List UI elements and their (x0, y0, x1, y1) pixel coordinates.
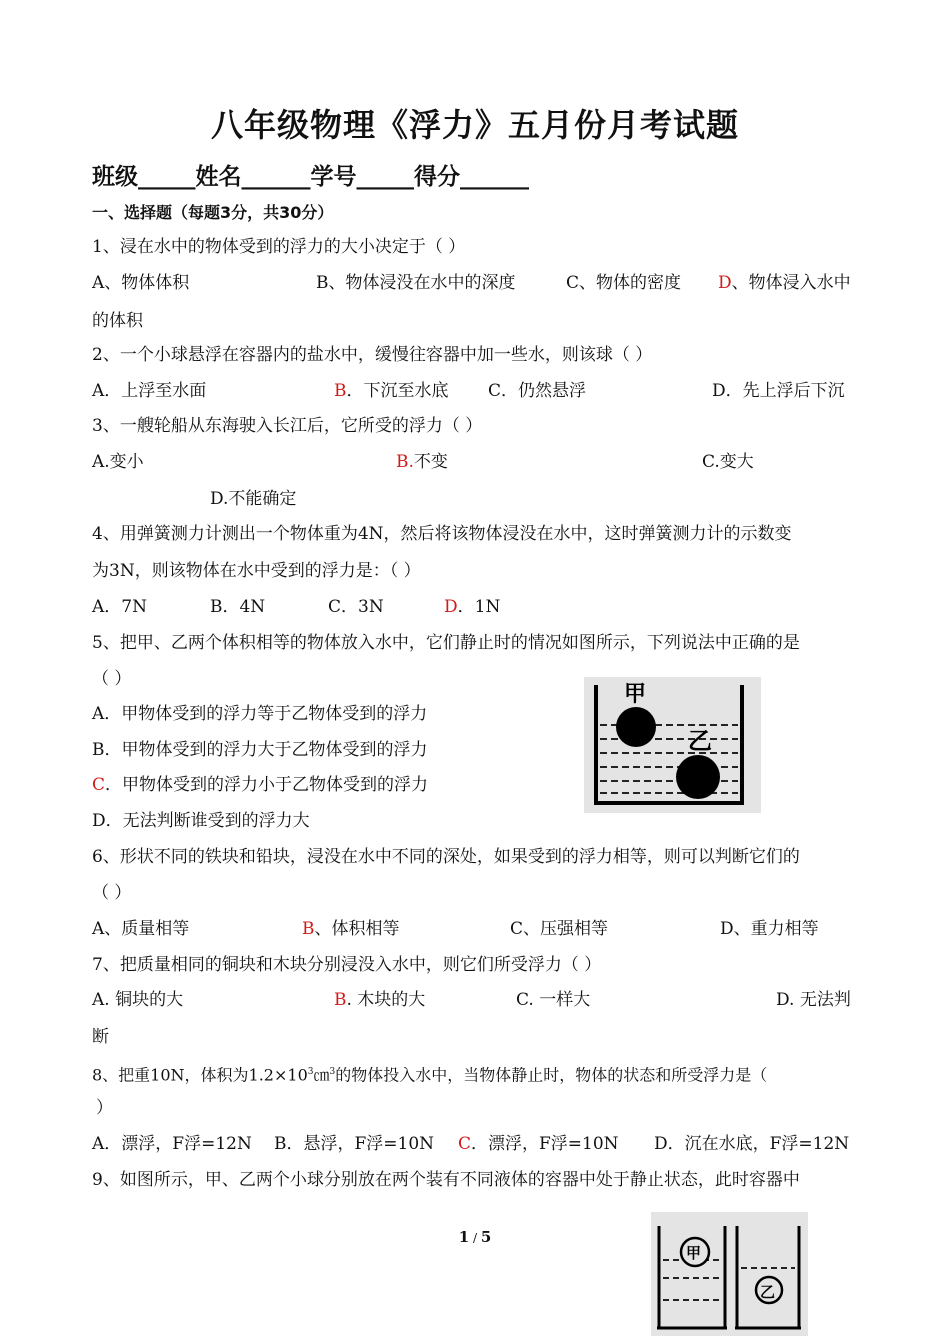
q8-stem-line1: 8、把重10N，体积为$1.2\times 10^3㎝^3$的物体投入水中，当物体静止时，物体的状态和所受浮力是（ (92, 1065, 768, 1085)
q1-option-a: A、物体体积 (92, 273, 190, 293)
q1-option-d-continued: 的体积 (92, 311, 143, 331)
q5-label-jia: 甲 (624, 682, 647, 707)
answer-mark: B (302, 919, 315, 939)
q4-stem-line2: 为3N，则该物体在水中受到的浮力是：（ ） (92, 561, 421, 581)
q1-option-c: C、物体的密度 (566, 273, 682, 293)
q2-option-c: C．仍然悬浮 (488, 381, 587, 401)
q2-option-a: A．上浮至水面 (92, 381, 207, 401)
q5-option-a: A．甲物体受到的浮力等于乙物体受到的浮力 (92, 704, 428, 724)
q8-option-c: C．漂浮，F浮=10N (458, 1134, 619, 1154)
q5-option-d: D．无法判断谁受到的浮力大 (92, 811, 310, 831)
q1-stem: 1、浸在水中的物体受到的浮力的大小决定于（ ） (92, 237, 466, 257)
answer-mark: C (458, 1134, 472, 1154)
q9-label-jia: 甲 (686, 1244, 702, 1262)
q2-option-d: D．先上浮后下沉 (712, 381, 845, 401)
q5-figure (584, 677, 761, 813)
q8-option-b: B．悬浮，F浮=10N (274, 1134, 435, 1154)
q4-option-a: A．7N (92, 597, 147, 617)
q4-option-c: C．3N (328, 597, 384, 617)
student-info-line: 班级_____姓名______学号_____得分______ (92, 164, 529, 190)
q5-stem-line1: 5、把甲、乙两个体积相等的物体放入水中，它们静止时的情况如图所示，下列说法中正确的是 (92, 633, 800, 653)
answer-mark: B (334, 990, 347, 1010)
answer-mark: B (334, 381, 347, 401)
q9-label-yi: 乙 (760, 1283, 776, 1301)
answer-mark: B. (396, 452, 414, 472)
q2-option-b: B．下沉至水底 (334, 381, 449, 401)
q6-option-b: B、体积相等 (302, 919, 400, 939)
q7-option-b: B. 木块的大 (334, 990, 426, 1010)
q3-option-b: B.不变 (396, 452, 448, 472)
q4-option-d: D．1N (444, 597, 501, 617)
q7-option-d: D. 无法判 (776, 990, 851, 1010)
q6-stem-line1: 6、形状不同的铁块和铅块，浸没在水中不同的深处，如果受到的浮力相等，则可以判断它们的 (92, 847, 800, 867)
q8-option-d: D．沉在水底，F浮=12N (654, 1134, 850, 1154)
q8-stem-line2: ） (96, 1098, 113, 1118)
exam-title: 八年级物理《浮力》五月份月考试题 (210, 106, 739, 144)
q3-stem: 3、一艘轮船从东海驶入长江后，它所受的浮力（ ） (92, 416, 483, 436)
q6-stem-line2: （ ） (92, 883, 132, 903)
q1-option-d: D、物体浸入水中 (718, 273, 851, 293)
q5-option-c: C．甲物体受到的浮力小于乙物体受到的浮力 (92, 775, 429, 795)
q4-stem-line1: 4、用弹簧测力计测出一个物体重为4N，然后将该物体浸没在水中，这时弹簧测力计的示数变 (92, 524, 792, 544)
page-number: 1 / 5 (458, 1228, 492, 1246)
q8-option-a: A．漂浮，F浮=12N (92, 1134, 252, 1154)
q7-option-a: A. 铜块的大 (92, 990, 184, 1010)
q6-option-c: C、压强相等 (510, 919, 609, 939)
q5-stem-line2: （ ） (92, 669, 132, 689)
answer-mark: D (718, 273, 732, 293)
q5-beaker-diagram (584, 677, 761, 813)
q7-stem: 7、把质量相同的铜块和木块分别浸没入水中，则它们所受浮力（ ） (92, 955, 602, 975)
q1-option-b: B、物体浸没在水中的深度 (316, 273, 516, 293)
q2-stem: 2、一个小球悬浮在容器内的盐水中，缓慢往容器中加一些水，则该球（ ） (92, 345, 653, 365)
q3-option-d: D.不能确定 (210, 489, 297, 509)
q5-option-b: B．甲物体受到的浮力大于乙物体受到的浮力 (92, 740, 428, 760)
q7-option-d-continued: 断 (92, 1027, 109, 1047)
q4-option-b: B．4N (210, 597, 266, 617)
q6-option-a: A、质量相等 (92, 919, 190, 939)
q3-option-c: C.变大 (702, 452, 754, 472)
q5-label-yi: 乙 (688, 727, 712, 755)
q9-stem: 9、如图所示，甲、乙两个小球分别放在两个装有不同液体的容器中处于静止状态，此时容器中 (92, 1170, 800, 1190)
q6-option-d: D、重力相等 (720, 919, 819, 939)
answer-mark: D (444, 597, 458, 617)
answer-mark: C (92, 775, 106, 795)
q3-option-a: A.变小 (92, 452, 144, 472)
section-heading: 一、选择题（每题3分，共30分） (92, 203, 334, 222)
q7-option-c: C. 一样大 (516, 990, 591, 1010)
